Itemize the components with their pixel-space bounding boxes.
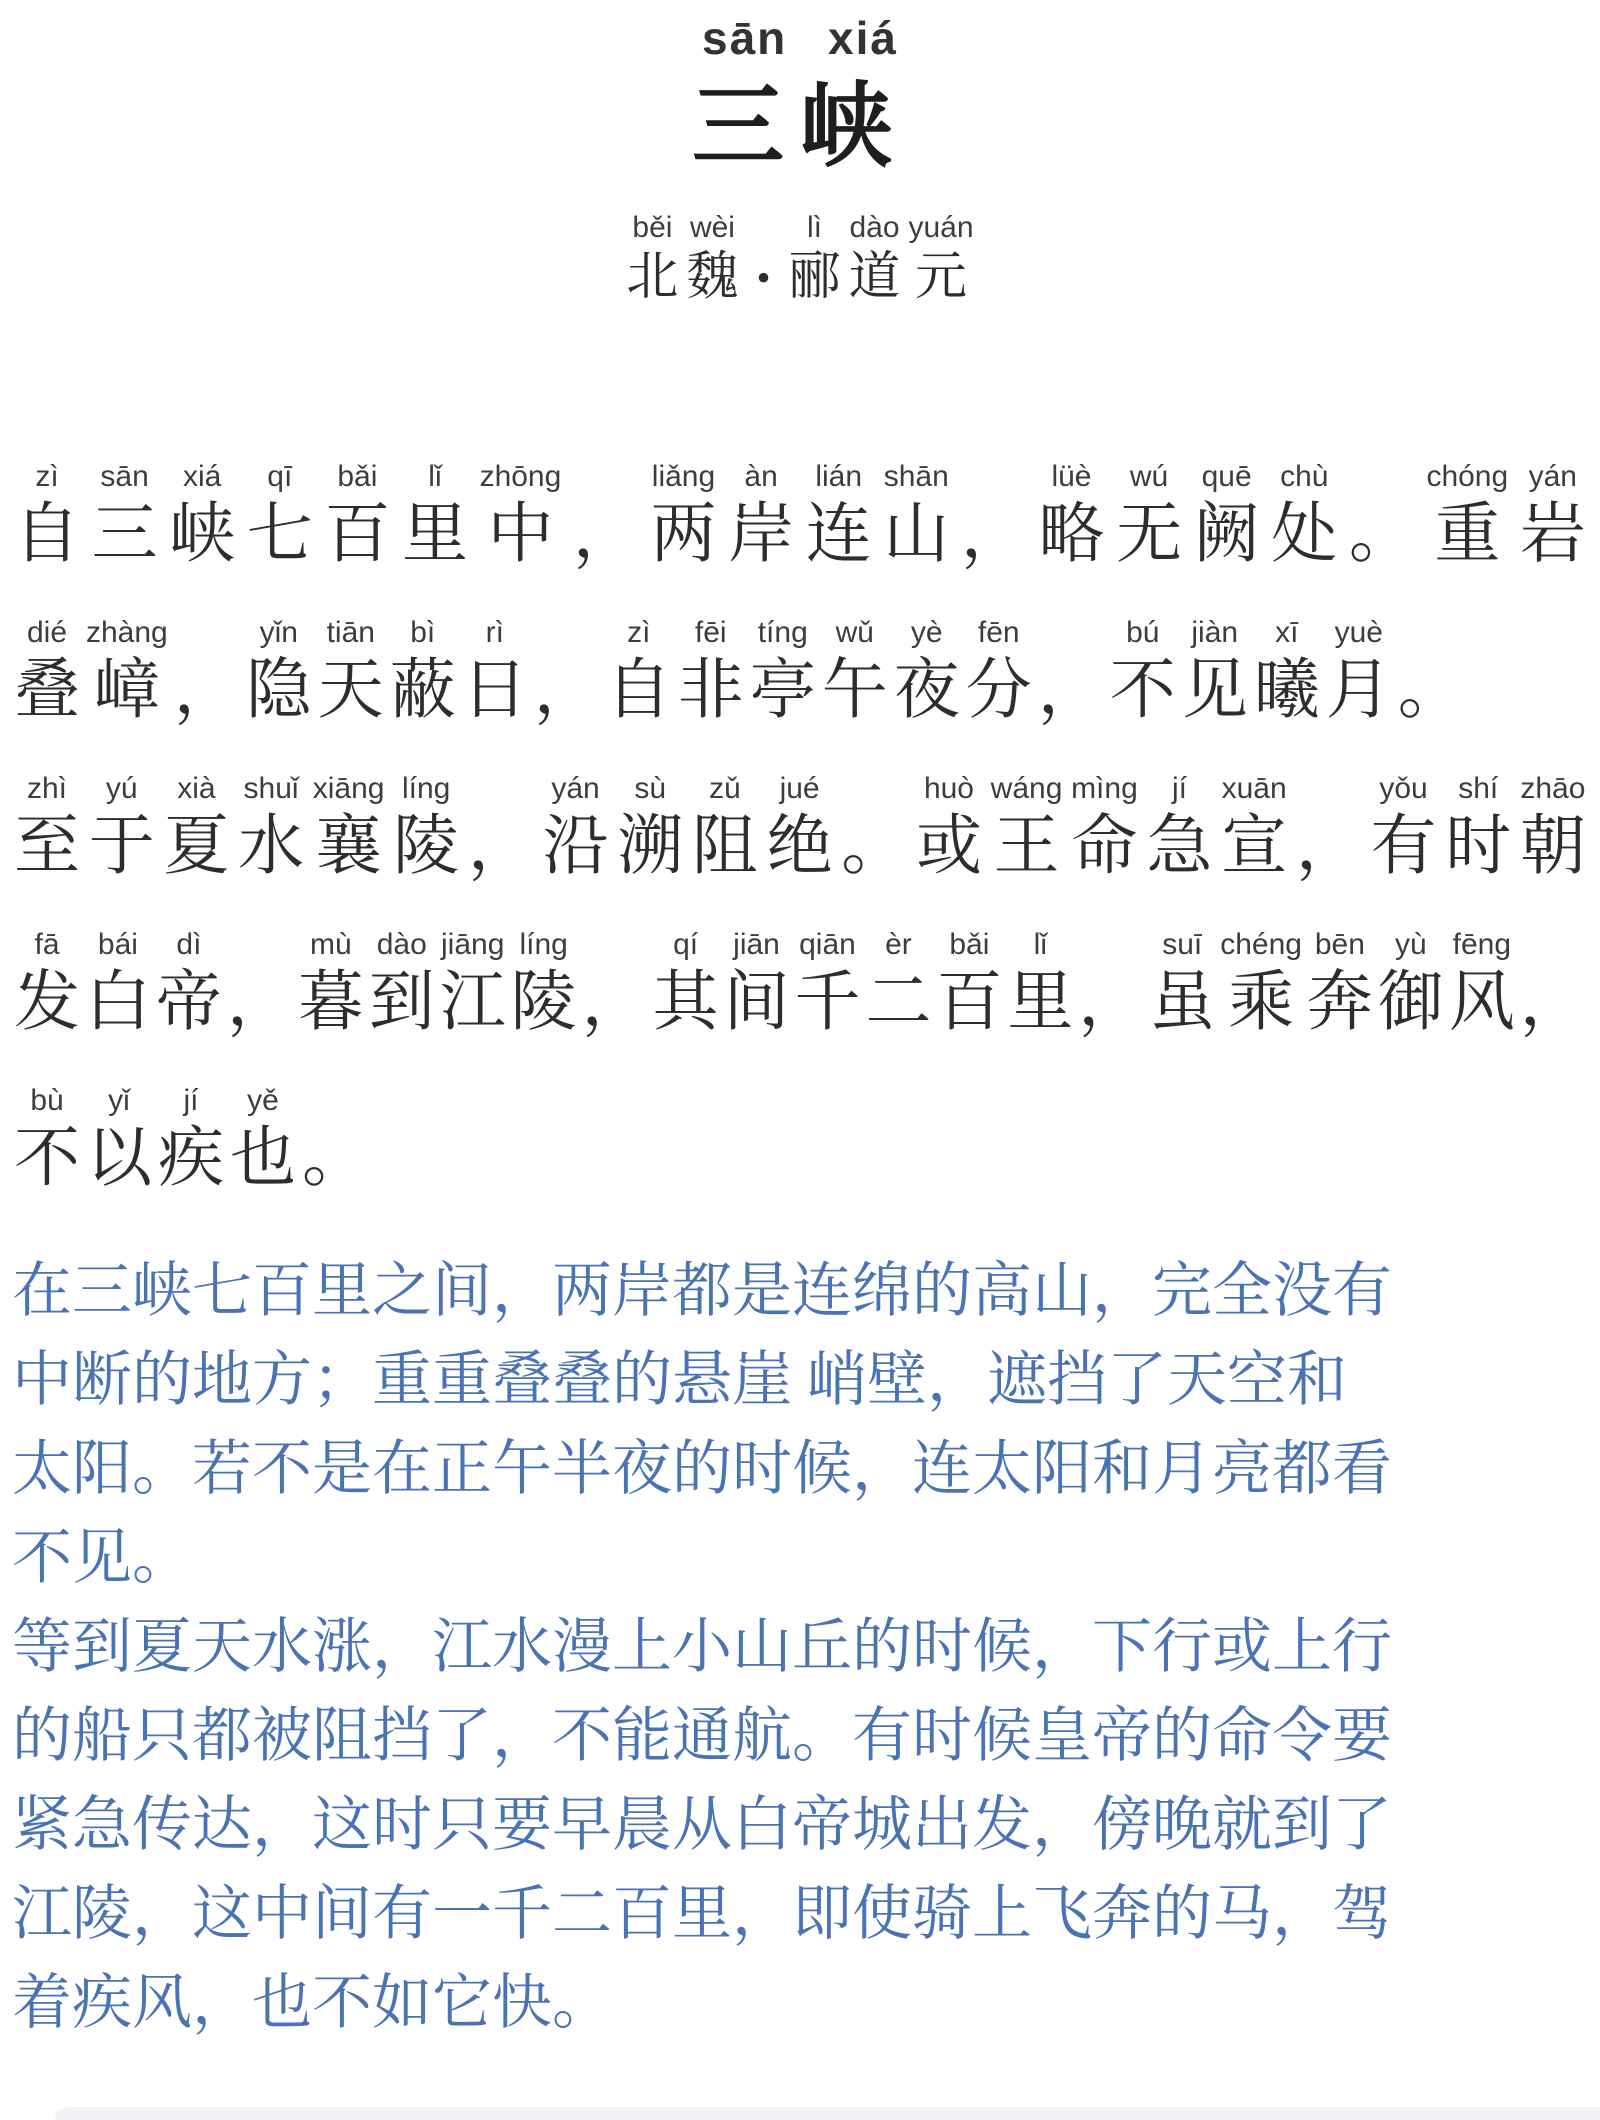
hanzi-character: 帝 xyxy=(155,965,222,1039)
char-with-pinyin xyxy=(1110,613,1176,729)
hanzi-character: 岩 xyxy=(1519,497,1586,571)
pinyin-annotation: lián xyxy=(815,459,863,493)
char-with-pinyin xyxy=(169,457,235,573)
pinyin-annotation: mìng xyxy=(1071,771,1138,805)
char-with-pinyin xyxy=(894,613,960,729)
char-with-pinyin xyxy=(1371,769,1437,885)
char-with-pinyin xyxy=(746,209,780,309)
pinyin-annotation: lüè xyxy=(1051,459,1092,493)
hanzi-character: 道 xyxy=(848,248,901,306)
char-with-pinyin xyxy=(85,925,151,1041)
pinyin-annotation: dié xyxy=(26,615,68,649)
hanzi-character: 不 xyxy=(1109,653,1176,727)
char-with-pinyin xyxy=(788,209,840,309)
pinyin-annotation: fēi xyxy=(694,615,727,649)
char-with-pinyin xyxy=(651,457,717,573)
hanzi-character: 暮 xyxy=(297,965,364,1039)
pinyin-annotation: shān xyxy=(883,459,949,493)
hanzi-character: • xyxy=(756,254,771,300)
hanzi-character: 陵 xyxy=(393,809,460,883)
pinyin-annotation: wú xyxy=(1129,459,1169,493)
char-with-pinyin xyxy=(606,613,672,729)
hanzi-character: 重 xyxy=(1434,497,1501,571)
pinyin-annotation: qí xyxy=(673,927,699,961)
pinyin-annotation: jiàn xyxy=(1191,615,1239,649)
hanzi-character: 发 xyxy=(14,965,80,1039)
char-with-pinyin xyxy=(393,769,459,885)
hanzi-character: 峡 xyxy=(169,497,236,571)
hanzi-character: 江 xyxy=(439,965,506,1039)
hanzi-character: 曦 xyxy=(1253,653,1320,727)
hanzi-character: 御 xyxy=(1377,965,1444,1039)
hanzi-character: 命 xyxy=(1071,809,1138,883)
translation-line: 在三峡七百里之间，两岸都是连绵的高山，完全没有 xyxy=(12,1257,1392,1324)
hanzi-character: 急 xyxy=(1146,809,1213,883)
hanzi-character: 宣 xyxy=(1221,809,1288,883)
hanzi-character: 以 xyxy=(86,1121,152,1195)
hanzi-character: 阻 xyxy=(691,809,758,883)
hanzi-character: 蔽 xyxy=(389,653,456,727)
hanzi-character: 阙 xyxy=(1193,497,1260,571)
hanzi-character: 百 xyxy=(936,965,1003,1039)
hanzi-character: 二 xyxy=(865,965,932,1039)
hanzi-character: ， xyxy=(572,497,639,571)
hanzi-character: 郦 xyxy=(788,248,841,306)
hanzi-character: 百 xyxy=(324,497,391,571)
pinyin-annotation: xiá xyxy=(183,459,222,493)
pinyin-annotation: jiān xyxy=(733,927,780,961)
char-with-pinyin xyxy=(582,925,648,1041)
char-with-pinyin xyxy=(750,613,816,729)
char-with-pinyin xyxy=(883,457,949,573)
hanzi-character: 夏 xyxy=(163,809,230,883)
page-title: 三峡 xyxy=(691,75,908,178)
hanzi-character: 月 xyxy=(1325,653,1392,727)
char-with-pinyin xyxy=(14,769,80,885)
hanzi-character: 溯 xyxy=(617,809,684,883)
hanzi-character: 间 xyxy=(723,965,790,1039)
pinyin-annotation: mù xyxy=(309,927,352,961)
pinyin-annotation: yuè xyxy=(1334,615,1383,649)
bottom-strip xyxy=(55,2107,1600,2120)
char-with-pinyin xyxy=(158,1081,224,1197)
char-with-pinyin xyxy=(1449,925,1515,1041)
pinyin-annotation: xiāng xyxy=(312,771,385,805)
hanzi-character: 嶂 xyxy=(93,653,160,727)
char-with-pinyin xyxy=(86,1081,152,1197)
pinyin-annotation: wáng xyxy=(990,771,1063,805)
pinyin-annotation: suī xyxy=(1162,927,1203,961)
char-with-pinyin xyxy=(1520,769,1586,885)
hanzi-character: 分 xyxy=(965,653,1032,727)
char-with-pinyin xyxy=(626,209,678,309)
char-with-pinyin xyxy=(1116,457,1182,573)
hanzi-character: 略 xyxy=(1038,497,1105,571)
title-pinyin: sān xiá xyxy=(702,12,898,64)
pinyin-annotation: liǎng xyxy=(651,459,716,493)
char-with-pinyin xyxy=(1149,925,1215,1041)
char-with-pinyin xyxy=(909,209,974,309)
char-with-pinyin xyxy=(14,457,80,573)
hanzi-character: 不 xyxy=(14,1121,80,1195)
char-with-pinyin xyxy=(686,209,738,309)
pinyin-annotation: yán xyxy=(551,771,600,805)
hanzi-character: 里 xyxy=(401,497,468,571)
pinyin-annotation: yú xyxy=(105,771,138,805)
hanzi-character: ， xyxy=(581,965,648,1039)
char-with-pinyin xyxy=(916,769,982,885)
char-with-pinyin xyxy=(1426,457,1508,573)
char-with-pinyin xyxy=(1220,925,1302,1041)
author-line xyxy=(10,209,1590,309)
char-with-pinyin xyxy=(1182,613,1248,729)
char-with-pinyin xyxy=(728,457,794,573)
hanzi-character: 叠 xyxy=(14,653,80,727)
pinyin-annotation: quē xyxy=(1201,459,1252,493)
hanzi-character: ， xyxy=(467,809,534,883)
char-with-pinyin xyxy=(1146,769,1212,885)
char-with-pinyin xyxy=(841,769,907,885)
translation-line: 不见。 xyxy=(12,1524,192,1591)
hanzi-character: 里 xyxy=(1007,965,1074,1039)
hanzi-character: ， xyxy=(533,653,600,727)
char-with-pinyin xyxy=(1296,769,1362,885)
translation-line: 太阳。若不是在正午半夜的时候，连太阳和月亮都看 xyxy=(12,1435,1392,1502)
hanzi-character: 山 xyxy=(883,497,950,571)
char-with-pinyin xyxy=(1349,457,1415,573)
document-header xyxy=(10,0,1590,309)
pinyin-annotation: yǐ xyxy=(108,1083,130,1117)
char-with-pinyin xyxy=(174,613,240,729)
hanzi-character: 沿 xyxy=(542,809,609,883)
char-with-pinyin xyxy=(14,925,80,1041)
char-with-pinyin xyxy=(848,209,900,309)
hanzi-character: 虽 xyxy=(1149,965,1216,1039)
pinyin-annotation: zhàng xyxy=(86,615,168,649)
hanzi-character: 其 xyxy=(652,965,719,1039)
char-with-pinyin xyxy=(511,925,577,1041)
hanzi-character: 王 xyxy=(993,809,1060,883)
hanzi-character: 时 xyxy=(1445,809,1512,883)
char-with-pinyin xyxy=(302,1081,368,1197)
hanzi-character: 自 xyxy=(14,497,80,571)
pinyin-annotation: chóng xyxy=(1426,459,1509,493)
char-with-pinyin xyxy=(1007,925,1073,1041)
char-with-pinyin xyxy=(156,925,222,1041)
hanzi-character: 岸 xyxy=(728,497,795,571)
pinyin-annotation: lǐ xyxy=(428,459,442,493)
char-with-pinyin xyxy=(767,769,833,885)
char-with-pinyin xyxy=(617,769,683,885)
pinyin-annotation: bǎi xyxy=(337,459,378,493)
classical-text-line xyxy=(14,613,1586,729)
pinyin-annotation: jí xyxy=(183,1083,199,1117)
hanzi-character: 自 xyxy=(605,653,672,727)
char-with-pinyin xyxy=(440,925,506,1041)
pinyin-annotation: dào xyxy=(849,210,900,244)
pinyin-annotation: shí xyxy=(1458,771,1499,805)
pinyin-annotation: líng xyxy=(401,771,451,805)
pinyin-annotation: dào xyxy=(376,927,427,961)
pinyin-annotation: yǐn xyxy=(259,615,298,649)
char-with-pinyin xyxy=(543,769,609,885)
pinyin-annotation: lǐ xyxy=(1033,927,1048,961)
hanzi-character: 。 xyxy=(302,1121,368,1195)
char-with-pinyin xyxy=(936,925,1002,1041)
char-with-pinyin xyxy=(1326,613,1392,729)
char-with-pinyin xyxy=(468,769,534,885)
classical-text-line xyxy=(14,1081,1586,1197)
hanzi-character: 两 xyxy=(650,497,717,571)
pinyin-annotation: chéng xyxy=(1220,927,1302,961)
hanzi-character: 隐 xyxy=(245,653,312,727)
pinyin-annotation: bǎi xyxy=(949,927,990,961)
hanzi-character: ， xyxy=(173,653,240,727)
hanzi-character: 亭 xyxy=(749,653,816,727)
hanzi-character: 水 xyxy=(238,809,305,883)
hanzi-character: 白 xyxy=(84,965,151,1039)
pinyin-annotation: sān xyxy=(100,459,149,493)
pinyin-annotation: sù xyxy=(634,771,667,805)
hanzi-character: 夜 xyxy=(893,653,960,727)
pinyin-annotation: tiān xyxy=(326,615,375,649)
pinyin-annotation: dì xyxy=(176,927,202,961)
hanzi-character: 朝 xyxy=(1519,809,1586,883)
pinyin-annotation: bù xyxy=(30,1083,64,1117)
hanzi-character: 。 xyxy=(1397,653,1464,727)
pinyin-annotation: zì xyxy=(35,459,59,493)
pinyin-annotation: yǒu xyxy=(1379,771,1428,805)
pinyin-annotation: bú xyxy=(1126,615,1160,649)
char-with-pinyin xyxy=(238,769,304,885)
pinyin-annotation: lì xyxy=(806,210,822,244)
pinyin-annotation: fā xyxy=(34,927,60,961)
pinyin-annotation: zì xyxy=(627,615,651,649)
char-with-pinyin xyxy=(966,613,1032,729)
classical-text-line xyxy=(14,925,1586,1041)
pinyin-annotation: qiān xyxy=(799,927,856,961)
char-with-pinyin xyxy=(1520,457,1586,573)
hanzi-character: 乘 xyxy=(1228,965,1295,1039)
translation-line: 等到夏天水涨，江水漫上小山丘的时候，下行或上行 xyxy=(12,1613,1392,1680)
hanzi-character: 绝 xyxy=(766,809,833,883)
char-with-pinyin xyxy=(230,1081,296,1197)
pinyin-annotation: èr xyxy=(885,927,912,961)
char-with-pinyin xyxy=(822,613,888,729)
hanzi-character: 奔 xyxy=(1306,965,1373,1039)
hanzi-character: 连 xyxy=(805,497,872,571)
pinyin-annotation: tíng xyxy=(757,615,808,649)
pinyin-annotation: àn xyxy=(744,459,778,493)
pinyin-annotation: zǔ xyxy=(709,771,741,805)
char-with-pinyin xyxy=(247,457,313,573)
pinyin-annotation: jiāng xyxy=(441,927,505,961)
translation xyxy=(10,1247,1590,2048)
char-with-pinyin xyxy=(865,925,931,1041)
hanzi-character: 三 xyxy=(91,497,158,571)
pinyin-annotation: běi xyxy=(632,210,673,244)
char-with-pinyin xyxy=(1378,925,1444,1041)
char-with-pinyin xyxy=(678,613,744,729)
pinyin-annotation: fēng xyxy=(1452,927,1511,961)
hanzi-character: ， xyxy=(1519,965,1586,1039)
translation-paragraph xyxy=(12,1603,1588,2048)
pinyin-annotation: yù xyxy=(1395,927,1427,961)
hanzi-character: 北 xyxy=(626,248,679,306)
char-with-pinyin xyxy=(794,925,860,1041)
pinyin-annotation: bēn xyxy=(1314,927,1365,961)
translation-line: 中断的地方；重重叠叠的悬崖 峭壁，遮挡了天空和 xyxy=(12,1346,1347,1413)
hanzi-character: 魏 xyxy=(686,248,739,306)
hanzi-character: ， xyxy=(1037,653,1104,727)
hanzi-character: 无 xyxy=(1116,497,1183,571)
hanzi-character: 午 xyxy=(821,653,888,727)
pinyin-annotation: zhōng xyxy=(479,459,562,493)
char-with-pinyin xyxy=(1221,769,1287,885)
hanzi-character: ， xyxy=(1295,809,1362,883)
char-with-pinyin xyxy=(86,613,168,729)
char-with-pinyin xyxy=(653,925,719,1041)
char-with-pinyin xyxy=(1307,925,1373,1041)
hanzi-character: 处 xyxy=(1271,497,1338,571)
char-with-pinyin xyxy=(1071,769,1138,885)
char-with-pinyin xyxy=(246,613,312,729)
pinyin-annotation: xià xyxy=(177,771,216,805)
pinyin-annotation: yán xyxy=(1528,459,1577,493)
char-with-pinyin xyxy=(480,457,562,573)
pinyin-annotation: bì xyxy=(410,615,436,649)
hanzi-character: 日 xyxy=(461,653,528,727)
char-with-pinyin xyxy=(1194,457,1260,573)
translation-line: 的船只都被阻挡了，不能通航。有时候皇帝的命令要 xyxy=(12,1702,1392,1769)
pinyin-annotation: yè xyxy=(910,615,943,649)
char-with-pinyin xyxy=(313,769,385,885)
hanzi-character: 。 xyxy=(1348,497,1415,571)
translation-paragraph xyxy=(12,1247,1588,1603)
pinyin-annotation: zhì xyxy=(26,771,68,805)
char-with-pinyin xyxy=(1398,613,1464,729)
pinyin-annotation: wǔ xyxy=(835,615,874,649)
char-with-pinyin xyxy=(1038,457,1104,573)
char-with-pinyin xyxy=(1254,613,1320,729)
pinyin-annotation: yuán xyxy=(908,210,974,244)
hanzi-character: 元 xyxy=(915,248,968,306)
classical-text-line xyxy=(14,769,1586,885)
char-with-pinyin xyxy=(369,925,435,1041)
pinyin-annotation: wèi xyxy=(689,210,735,244)
pinyin-annotation: chù xyxy=(1280,459,1329,493)
hanzi-character: 或 xyxy=(915,809,982,883)
char-with-pinyin xyxy=(163,769,229,885)
char-with-pinyin xyxy=(1078,925,1144,1041)
char-with-pinyin xyxy=(1520,925,1586,1041)
char-with-pinyin xyxy=(692,769,758,885)
hanzi-character: ， xyxy=(960,497,1027,571)
char-with-pinyin xyxy=(534,613,600,729)
hanzi-character: 也 xyxy=(230,1121,296,1195)
hanzi-character: 。 xyxy=(841,809,908,883)
classical-text xyxy=(10,457,1590,1197)
pinyin-annotation: zhāo xyxy=(1520,771,1586,805)
char-with-pinyin xyxy=(1271,457,1337,573)
pinyin-annotation: fēn xyxy=(977,615,1020,649)
hanzi-character: 疾 xyxy=(158,1121,224,1195)
char-with-pinyin xyxy=(961,457,1027,573)
hanzi-character: 中 xyxy=(487,497,554,571)
pinyin-annotation: bái xyxy=(97,927,138,961)
hanzi-character: 七 xyxy=(246,497,313,571)
pinyin-annotation: xī xyxy=(1275,615,1299,649)
char-with-pinyin xyxy=(298,925,364,1041)
char-with-pinyin xyxy=(991,769,1063,885)
hanzi-character: 风 xyxy=(1448,965,1515,1039)
char-with-pinyin xyxy=(89,769,155,885)
translation-line: 江陵，这中间有一千二百里，即使骑上飞奔的马，驾 xyxy=(12,1880,1392,1947)
char-with-pinyin xyxy=(14,1081,80,1197)
hanzi-character: ， xyxy=(226,965,293,1039)
char-with-pinyin xyxy=(573,457,639,573)
hanzi-character: 天 xyxy=(317,653,384,727)
hanzi-character: 至 xyxy=(14,809,80,883)
translation-line: 着疾风，也不如它快。 xyxy=(12,1969,612,2036)
hanzi-character: 于 xyxy=(88,809,155,883)
pinyin-annotation: huò xyxy=(923,771,974,805)
pinyin-annotation: líng xyxy=(519,927,568,961)
char-with-pinyin xyxy=(14,613,80,729)
hanzi-character: 陵 xyxy=(510,965,577,1039)
char-with-pinyin xyxy=(806,457,872,573)
pinyin-annotation: rì xyxy=(485,615,504,649)
char-with-pinyin xyxy=(724,925,790,1041)
char-with-pinyin xyxy=(324,457,390,573)
pinyin-annotation: yě xyxy=(247,1083,279,1117)
hanzi-character: 见 xyxy=(1181,653,1248,727)
char-with-pinyin xyxy=(390,613,456,729)
char-with-pinyin xyxy=(1445,769,1511,885)
char-with-pinyin xyxy=(1038,613,1104,729)
char-with-pinyin xyxy=(227,925,293,1041)
char-with-pinyin xyxy=(318,613,384,729)
classical-text-line xyxy=(14,457,1586,573)
hanzi-character: 千 xyxy=(794,965,861,1039)
translation-line: 紧急传达，这时只要早晨从白帝城出发，傍晚就到了 xyxy=(12,1791,1392,1858)
hanzi-character: 襄 xyxy=(315,809,382,883)
pinyin-annotation: jué xyxy=(779,771,820,805)
pinyin-annotation: qī xyxy=(267,459,293,493)
hanzi-character: 到 xyxy=(368,965,435,1039)
pinyin-annotation: jí xyxy=(1171,771,1187,805)
hanzi-character: 非 xyxy=(677,653,744,727)
hanzi-character: ， xyxy=(1078,965,1145,1039)
pinyin-annotation: shuǐ xyxy=(243,771,299,805)
char-with-pinyin xyxy=(92,457,158,573)
pinyin-annotation: xuān xyxy=(1221,771,1287,805)
char-with-pinyin xyxy=(462,613,528,729)
char-with-pinyin xyxy=(402,457,468,573)
hanzi-character: 有 xyxy=(1370,809,1437,883)
